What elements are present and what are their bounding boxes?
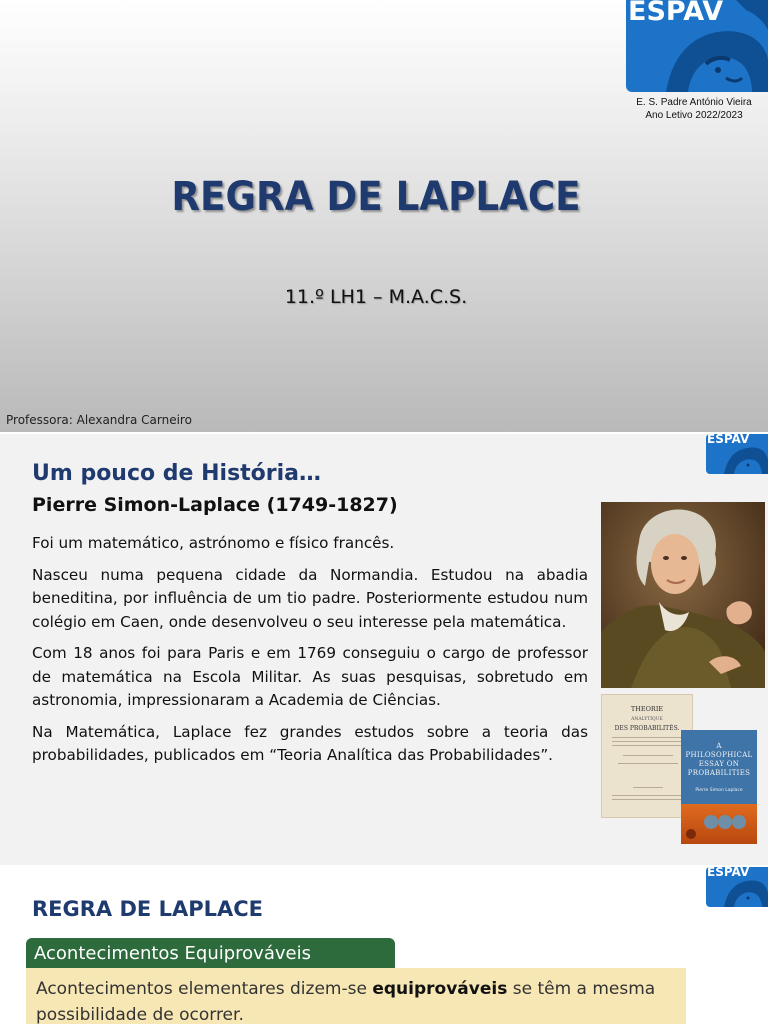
laplace-portrait-image [601,502,765,688]
slide-title: REGRA DE LAPLACE [171,174,581,220]
definition-text-end: se têm a mesma possibilidade de ocorrer. [36,979,656,1024]
school-logo-small [706,867,768,907]
book-title: A PHILOSOPHICAL ESSAY ON PROBABILITIES [685,742,753,777]
bio-paragraph: Com 18 anos foi para Paris e em 1769 conseguiu o cargo de professor de matemática na Escola Militar. As suas pesquisas, sobretudo em astronomia, impressionaram a Academia de Ciências. [32,644,588,709]
bio-paragraph: Na Matemática, Laplace fez grandes estudos sobre a teoria das probabilidades, publicados em “Teoria Analítica das Probabilidades”. [32,722,588,764]
book-title: THEORIE [630,705,664,713]
person-name: Pierre Simon-Laplace (1749-1827) [32,494,398,516]
definition-keyword: equiprováveis [372,979,508,999]
logo-text: ESPAV [707,434,750,446]
theorie-book-cover-image [601,694,693,818]
definition-box [26,968,686,1024]
school-name: E. S. Padre António Vieira [636,97,752,108]
title-slide [0,0,768,432]
logo-text: ESPAV [628,0,724,27]
philosophical-essay-book-cover-image [681,730,757,844]
book-main-title: DES PROBABILITÉS. [614,725,680,732]
bio-paragraph: Nasceu numa pequena cidade da Normandia. Estudou na abadia beneditina, por influência de um tio padre. Posteriormente estudou num colégio em Caen, onde desenvolveu o seu interesse pela matemática. [32,565,588,631]
history-slide [0,434,768,865]
book-subtitle: ANALYTIQUE [631,717,663,722]
logo-text: ESPAV [707,867,750,879]
teacher-name: Professora: Alexandra Carneiro [6,413,192,427]
section-heading: Um pouco de História… [32,461,322,486]
book-author: Pierre Simon Laplace [695,788,743,793]
section-heading: REGRA DE LAPLACE [32,897,263,921]
school-info [620,96,768,122]
definition-tab: Acontecimentos Equiprováveis [26,938,395,970]
school-logo [626,0,768,92]
slide-subtitle: 11.º LH1 – M.A.C.S. [284,286,468,308]
bio-paragraph: Foi um matemático, astrónomo e físico francês. [32,534,395,552]
rule-slide [0,867,768,1024]
school-logo-small [706,434,768,474]
biography-text [32,532,588,776]
definition-text-start: Acontecimentos elementares dizem-se [36,979,373,999]
book-band [681,804,757,844]
school-year: Ano Letivo 2022/2023 [645,110,743,121]
